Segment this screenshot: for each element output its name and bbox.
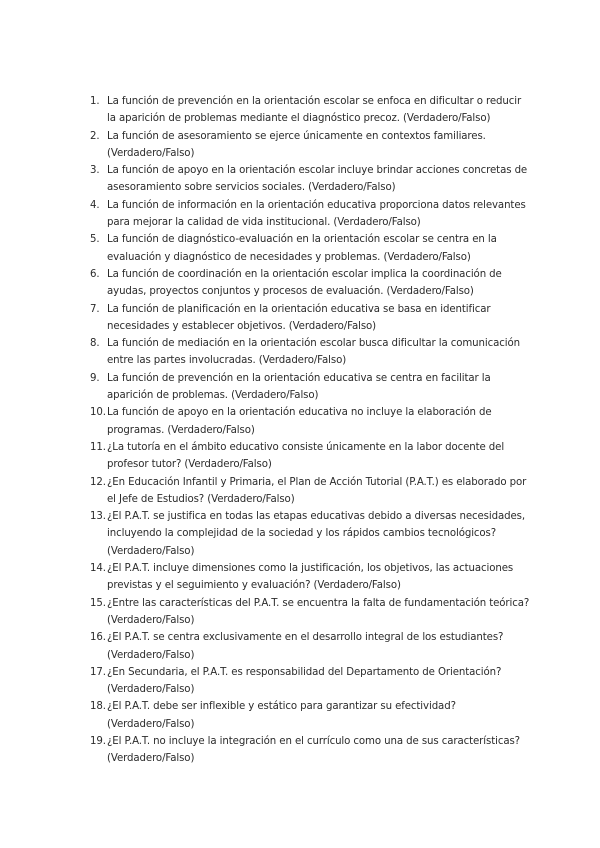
- question-number: 16.: [90, 632, 106, 644]
- question-number: 13.: [90, 511, 106, 523]
- question-text: ¿El P.A.T. debe ser inflexible y estático para garantizar su efectividad? (Verdadero/Falso): [107, 701, 456, 730]
- question-text: ¿El P.A.T. no incluye la integración en el currículo como una de sus características? (Verdadero/Falso): [107, 735, 520, 765]
- question-item: [90, 698, 530, 733]
- question-number: 1.: [90, 96, 100, 107]
- question-item: [90, 266, 530, 301]
- question-item: [90, 508, 530, 560]
- question-text: La función de coordinación en la orientación escolar implica la coordinación de ayudas, proyectos conjuntos y procesos de evaluación. (Verdadero/Falso): [107, 268, 502, 298]
- question-text: ¿Entre las características del P.A.T. se encuentra la falta de fundamentación teórica? (Verdadero/Falso): [107, 597, 530, 626]
- question-item: [90, 301, 530, 336]
- question-number: 11.: [90, 441, 106, 453]
- question-number: 5.: [90, 234, 100, 246]
- question-item: [90, 162, 530, 197]
- question-number: 8.: [90, 338, 100, 350]
- question-text: ¿En Secundaria, el P.A.T. es responsabilidad del Departamento de Orientación? (Verdadero/Falso): [107, 666, 502, 696]
- question-number: 4.: [90, 199, 100, 211]
- question-number: 12.: [90, 476, 106, 488]
- question-item: [90, 474, 530, 509]
- question-text: La función de asesoramiento se ejerce únicamente en contextos familiares. (Verdadero/Falso): [107, 130, 486, 159]
- question-item: [90, 595, 530, 630]
- question-item: [90, 93, 530, 128]
- question-text: La función de diagnóstico-evaluación en la orientación escolar se centra en la evaluación y diagnóstico de necesidades y problemas. (Verdadero/Falso): [107, 234, 497, 263]
- question-item: [90, 370, 530, 405]
- question-text: La función de planificación en la orientación educativa se basa en identificar necesidades y establecer objetivos. (Verdadero/Falso): [107, 303, 491, 332]
- question-item: [90, 231, 530, 266]
- question-number: 7.: [90, 303, 100, 315]
- question-item: [90, 128, 530, 163]
- question-number: 14.: [90, 563, 106, 575]
- question-text: ¿El P.A.T. se centra exclusivamente en el desarrollo integral de los estudiantes? (Verdadero/Falso): [107, 632, 504, 661]
- question-item: [90, 335, 530, 370]
- question-item: [90, 560, 530, 595]
- question-item: [90, 629, 530, 664]
- question-number: 9.: [90, 372, 100, 384]
- question-item: [90, 197, 530, 232]
- question-item: [90, 439, 530, 474]
- question-text: La función de apoyo en la orientación escolar incluye brindar acciones concretas de asesoramiento sobre servicios sociales. (Verdadero/Falso): [107, 165, 528, 194]
- question-text: ¿La tutoría en el ámbito educativo consiste únicamente en la labor docente del profesor tutor? (Verdadero/Falso): [107, 441, 505, 471]
- question-number: 18.: [90, 701, 106, 713]
- question-item: [90, 664, 530, 699]
- question-list: [90, 93, 530, 768]
- question-text: ¿El P.A.T. se justifica en todas las etapas educativas debido a diversas necesidades, incluyendo la complejidad de la sociedad y los rápidos cambios tecnológicos? (Verdadero/Falso): [107, 511, 526, 557]
- question-text: La función de información en la orientación educativa proporciona datos relevantes para mejorar la calidad de vida institucional. (Verdadero/Falso): [107, 199, 526, 229]
- question-number: 15.: [90, 597, 106, 609]
- question-text: La función de prevención en la orientación escolar se enfoca en dificultar o reducir la aparición de problemas mediante el diagnóstico precoz. (Verdadero/Falso): [107, 96, 522, 125]
- question-number: 6.: [90, 268, 100, 280]
- question-text: La función de apoyo en la orientación educativa no incluye la elaboración de programas. (Verdadero/Falso): [107, 407, 492, 436]
- question-number: 2.: [90, 130, 100, 142]
- question-item: [90, 404, 530, 439]
- question-text: La función de prevención en la orientación educativa se centra en facilitar la aparición de problemas. (Verdadero/Falso): [107, 372, 491, 402]
- question-text: ¿El P.A.T. incluye dimensiones como la justificación, los objetivos, las actuaciones previstas y el seguimiento y evaluación? (Verdadero/Falso): [107, 563, 514, 592]
- question-text: La función de mediación en la orientación escolar busca dificultar la comunicación entre las partes involucradas. (Verdadero/Falso): [107, 338, 520, 367]
- question-number: 3.: [90, 165, 100, 177]
- question-item: [90, 733, 530, 768]
- question-number: 17.: [90, 666, 106, 678]
- question-number: 19.: [90, 735, 106, 747]
- question-text: ¿En Educación Infantil y Primaria, el Plan de Acción Tutorial (P.A.T.) es elaborado por el Jefe de Estudios? (Verdadero/Falso): [107, 476, 527, 505]
- question-number: 10.: [90, 407, 106, 419]
